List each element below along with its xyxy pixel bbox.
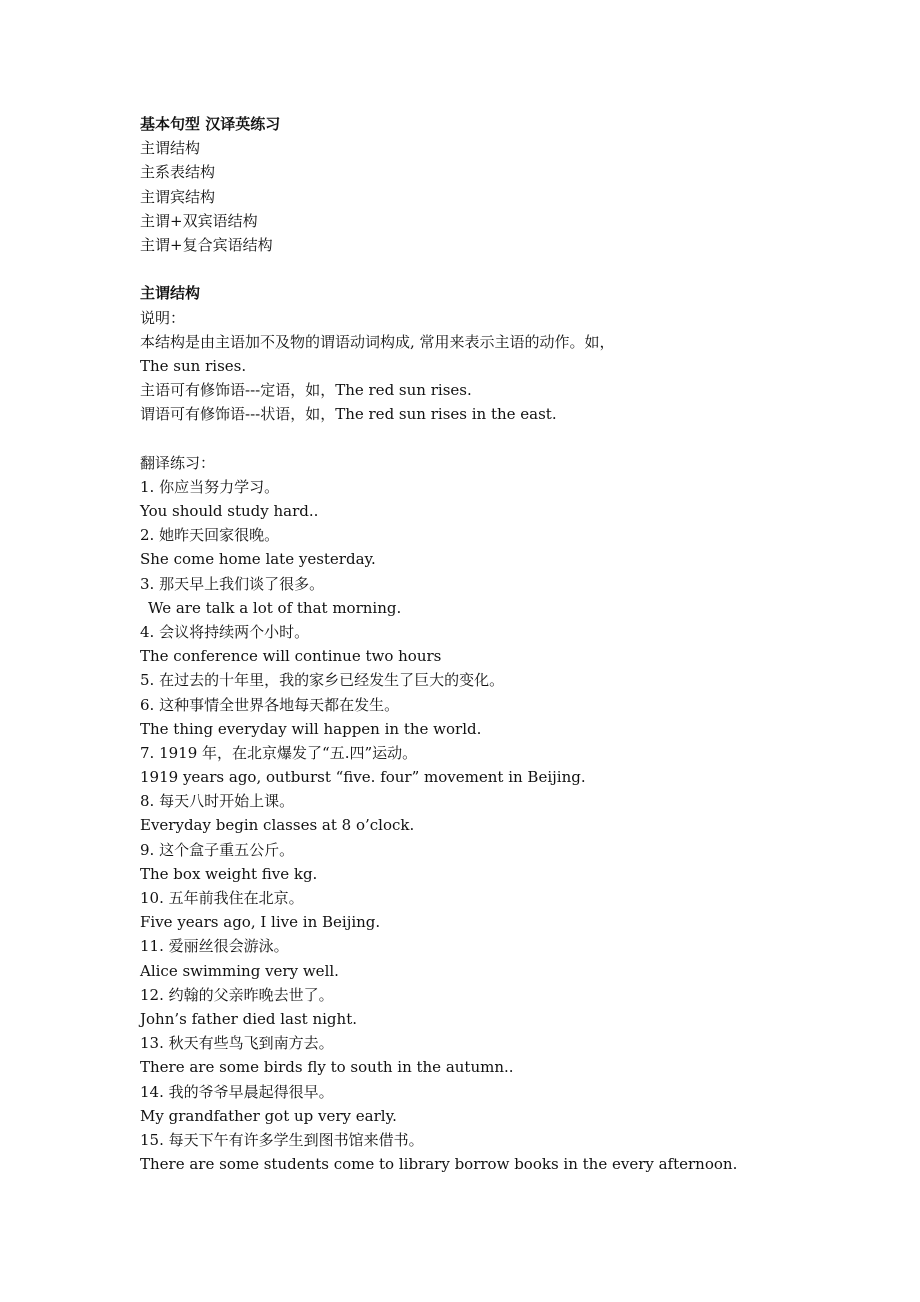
question: 15. 每天下午有许多学生到图书馆来借书。 xyxy=(140,1130,424,1149)
question: 12. 约翰的父亲昨晚去世了。 xyxy=(140,985,334,1004)
question: 4. 会议将持续两个小时。 xyxy=(140,622,310,641)
question: 6. 这种事情全世界各地每天都在发生。 xyxy=(140,695,400,714)
answer: Five years ago, I live in Beijing. xyxy=(140,913,381,932)
explanation-line: The sun rises. xyxy=(140,356,247,375)
explanation-label: 说明： xyxy=(140,308,186,327)
answer: Alice swimming very well. xyxy=(140,961,339,980)
question: 10. 五年前我住在北京。 xyxy=(140,889,304,907)
exercise-label: 翻译练习： xyxy=(140,453,216,472)
answer: 1919 years ago, outburst “five. four” movement in Beijing. xyxy=(140,768,586,787)
question: 7. 1919 年，在北京爆发了“五.四”运动。 xyxy=(140,743,418,762)
answer: She come home late yesterday. xyxy=(140,550,376,569)
answer: My grandfather got up very early. xyxy=(140,1106,397,1125)
question: 14. 我的爷爷早晨起得很早。 xyxy=(140,1082,334,1101)
structure-item: 主系表结构 xyxy=(140,163,216,182)
structure-item: 主谓+复合宾语结构 xyxy=(140,235,273,254)
spacer xyxy=(140,426,860,450)
answer: John’s father died last night. xyxy=(140,1009,357,1028)
spacer xyxy=(140,257,860,281)
structure-item: 主谓+双宾语结构 xyxy=(140,211,258,230)
question: 11. 爱丽丝很会游泳。 xyxy=(140,937,289,956)
answer: The box weight five kg. xyxy=(140,864,318,883)
section-explanation xyxy=(140,281,860,426)
question: 2. 她昨天回家很晚。 xyxy=(140,526,280,545)
answer: The conference will continue two hours xyxy=(140,647,442,666)
answer: There are some birds fly to south in the autumn.. xyxy=(140,1058,514,1077)
document-page xyxy=(140,112,860,1176)
question: 9. 这个盒子重五公斤。 xyxy=(140,840,295,859)
question: 3. 那天早上我们谈了很多。 xyxy=(140,574,325,593)
explanation-line: 谓语可有修饰语---状语，如，The red sun rises in the east. xyxy=(140,405,557,424)
exercise-section xyxy=(140,451,860,1177)
section-heading: 主谓结构 xyxy=(140,284,201,303)
answer: There are some students come to library borrow books in the every afternoon. xyxy=(140,1155,738,1174)
structure-item: 主谓结构 xyxy=(140,139,201,158)
explanation-line: 本结构是由主语加不及物的谓语动词构成, 常用来表示主语的动作。如， xyxy=(140,332,615,351)
structure-list xyxy=(140,136,860,257)
question: 1. 你应当努力学习。 xyxy=(140,477,280,496)
question: 5. 在过去的十年里，我的家乡已经发生了巨大的变化。 xyxy=(140,671,505,690)
question: 8. 每天八时开始上课。 xyxy=(140,792,295,811)
question: 13. 秋天有些鸟飞到南方去。 xyxy=(140,1034,334,1053)
document-title: 基本句型 汉译英练习 xyxy=(140,115,281,133)
structure-item: 主谓宾结构 xyxy=(140,187,216,206)
explanation-line: 主语可有修饰语---定语，如，The red sun rises. xyxy=(140,381,472,400)
answer: You should study hard.. xyxy=(140,502,319,520)
answer: Everyday begin classes at 8 o’clock. xyxy=(140,816,415,835)
answer: The thing everyday will happen in the world. xyxy=(140,719,482,738)
answer: We are talk a lot of that morning. xyxy=(148,598,402,617)
